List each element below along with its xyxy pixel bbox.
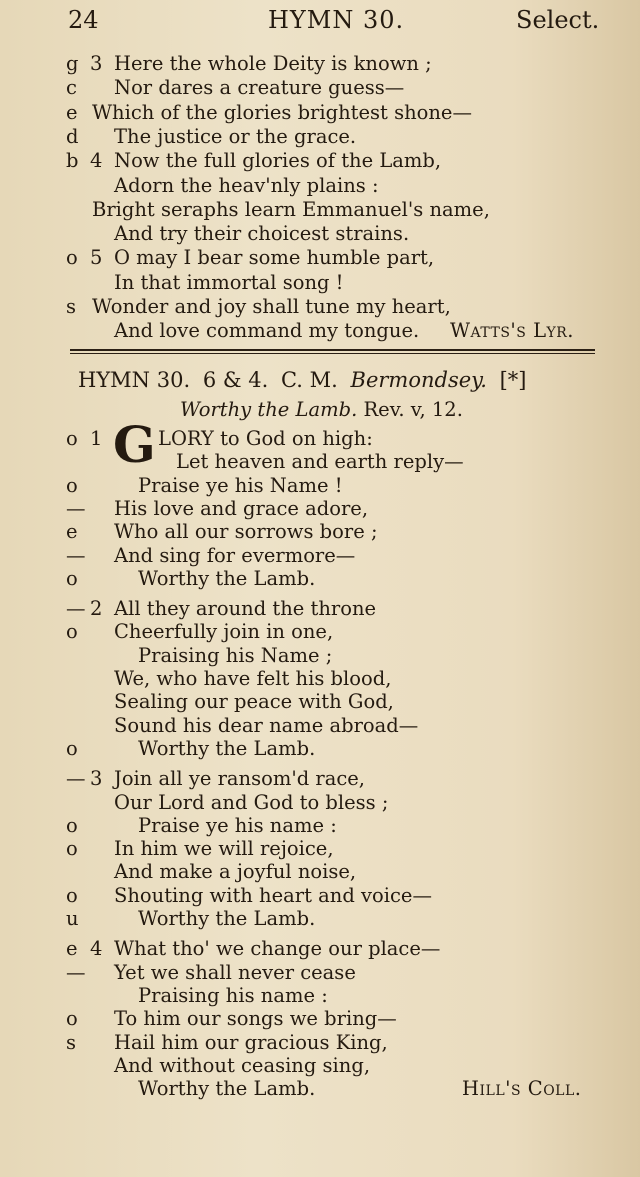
verse-line: Let heaven and earth reply—: [176, 450, 464, 474]
page-number: 24: [68, 6, 99, 34]
dynamic-mark: o: [66, 813, 78, 837]
verse-line: Sound his dear name abroad—: [114, 713, 419, 737]
dynamic-mark: o: [66, 427, 78, 450]
dynamic-mark: o: [66, 837, 78, 861]
dynamic-mark: u: [66, 907, 79, 930]
verse-number: 3: [90, 767, 103, 791]
tune-name: Bermondsey.: [350, 368, 487, 392]
dynamic-mark: o: [66, 736, 78, 760]
verse-line: And make a joyful noise,: [114, 860, 357, 884]
verse-line: To him our songs we bring—: [114, 1007, 397, 1031]
drop-cap: G: [113, 415, 156, 474]
verse-line: What tho' we change our place—: [114, 937, 441, 961]
dynamic-mark: e: [66, 520, 78, 544]
verse-line: Praise ye his Name !: [138, 473, 343, 497]
hymn-number: HYMN 30.: [78, 368, 191, 392]
verse-line: Yet we shall never cease: [114, 960, 356, 984]
verse-line: His love and grace adore,: [114, 496, 369, 520]
verse-line: All they around the throne: [114, 597, 377, 621]
subtitle-text: Worthy the Lamb.: [180, 398, 358, 421]
verse-number: 4: [90, 937, 103, 961]
verse-line: And sing for evermore—: [114, 543, 356, 567]
verse-number: 5: [90, 246, 103, 270]
verse-number: 4: [90, 149, 103, 173]
verse-number: 1: [90, 427, 103, 450]
verse-line: Adorn the heav'nly plains :: [114, 173, 379, 197]
verse-line: Our Lord and God to bless ;: [114, 790, 389, 814]
verse-line: Worthy the Lamb.: [138, 1077, 316, 1101]
verse-line: The justice or the grace.: [114, 124, 357, 148]
verse-line: Bright seraphs learn Emmanuel's name,: [92, 197, 490, 221]
hymn-meter-code: C. M.: [280, 368, 338, 392]
verse-line: Wonder and joy shall tune my heart,: [92, 295, 451, 318]
dynamic-mark: b: [66, 149, 79, 173]
dynamic-mark: d: [66, 124, 79, 148]
divider-rule-thin: [70, 353, 595, 354]
verse-line: Praise ye his name :: [138, 813, 337, 837]
verse-line: In him we will rejoice,: [114, 837, 334, 861]
verse-line: And love command my tongue.: [114, 319, 420, 343]
verse-line: And try their choicest strains.: [114, 222, 410, 246]
section-label: Select.: [516, 6, 600, 34]
verse-line: O may I bear some humble part,: [114, 246, 435, 270]
verse-line: Praising his name :: [138, 983, 328, 1007]
running-title: HYMN 30.: [268, 6, 405, 34]
dynamic-mark: o: [66, 566, 78, 590]
page-header: [0, 4, 640, 40]
verse-line: Cheerfully join in one,: [114, 620, 334, 644]
dynamic-mark: —: [66, 960, 86, 984]
dynamic-mark: e: [66, 100, 78, 124]
dynamic-mark: o: [66, 883, 78, 907]
dynamic-mark: o: [66, 620, 78, 644]
verse-line: Now the full glories of the Lamb,: [114, 149, 442, 173]
verse-line: Worthy the Lamb.: [138, 566, 316, 590]
hymn-30-heading: [78, 368, 532, 392]
dynamic-mark: o: [66, 1007, 78, 1031]
hymn-subtitle: [180, 398, 463, 421]
divider-rule: [70, 349, 595, 351]
dynamic-mark: g: [66, 52, 79, 75]
verse-number: 3: [90, 52, 103, 75]
hymn-meter: 6 & 4.: [202, 368, 269, 392]
verse-line: Join all ye ransom'd race,: [114, 767, 365, 791]
verse-line: Here the whole Deity is known ;: [114, 52, 432, 75]
dynamic-mark: s: [66, 1030, 77, 1054]
dynamic-mark: —: [66, 496, 86, 520]
attribution: Watts's Lyr.: [450, 319, 574, 343]
dynamic-mark: s: [66, 295, 77, 318]
attribution: Hill's Coll.: [462, 1077, 582, 1101]
verse-number: 2: [90, 597, 103, 621]
verse-line: We, who have felt his blood,: [114, 667, 392, 690]
dynamic-mark: —: [66, 543, 86, 567]
verse-line: Shouting with heart and voice—: [114, 883, 432, 907]
verse-line: Which of the glories brightest shone—: [92, 100, 472, 124]
dynamic-mark: o: [66, 473, 78, 497]
dynamic-mark: —: [66, 597, 86, 621]
hymn-flag: [*]: [499, 368, 527, 392]
verse-line: Hail him our gracious King,: [114, 1030, 388, 1054]
verse-line: Worthy the Lamb.: [138, 736, 316, 760]
verse-line: And without ceasing sing,: [114, 1053, 371, 1077]
verse-line: Who all our sorrows bore ;: [114, 520, 378, 544]
verse-line: In that immortal song !: [114, 270, 344, 294]
verse-line: Sealing our peace with God,: [114, 690, 394, 714]
scripture-reference: Rev. v, 12.: [363, 398, 463, 421]
dynamic-mark: c: [66, 76, 77, 100]
verse-line: Nor dares a creature guess—: [114, 76, 405, 100]
dynamic-mark: —: [66, 767, 86, 791]
verse-line: LORY to God on high:: [158, 427, 373, 450]
verse-line: Praising his Name ;: [138, 643, 333, 667]
dynamic-mark: e: [66, 937, 78, 961]
dynamic-mark: o: [66, 246, 78, 270]
verse-line: Worthy the Lamb.: [138, 907, 316, 930]
